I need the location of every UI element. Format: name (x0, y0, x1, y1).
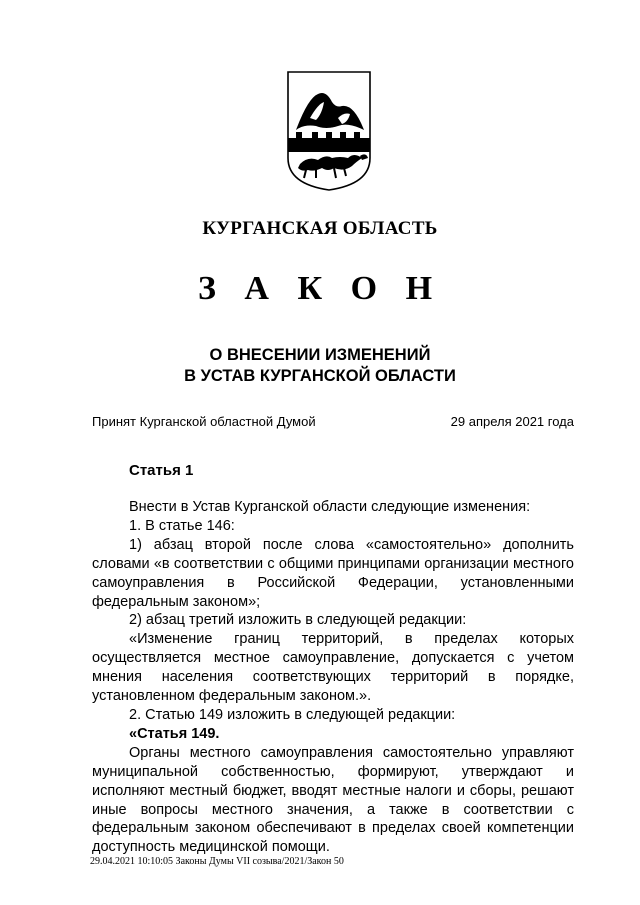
region-name: КУРГАНСКАЯ ОБЛАСТЬ (202, 218, 438, 239)
law-title-line-2: В УСТАВ КУРГАНСКОЙ ОБЛАСТИ (184, 367, 456, 385)
paragraph: 1) абзац второй после слова «самостоятельно» дополнить словами «в соответствии с общими принципами организации местного самоуправления в Российской Федерации, установленными федеральным законом»; (92, 536, 574, 610)
document-type: З А К О Н (197, 270, 443, 307)
adopted-by: Принят Курганской областной Думой (92, 414, 316, 429)
paragraph: 2) абзац третий изложить в следующей редакции: (129, 612, 467, 629)
paragraph: 2. Статью 149 изложить в следующей редакции: (129, 706, 456, 723)
article-body (92, 498, 574, 857)
law-title-line-1: О ВНЕСЕНИИ ИЗМЕНЕНИЙ (209, 346, 431, 364)
law-title (0, 345, 640, 387)
footer-stamp: 29.04.2021 10:10:05 Законы Думы VII созыва/2021/Закон 50 (90, 856, 344, 867)
paragraph: «Изменение границ территорий, в пределах которых осуществляется местное самоуправление, допускается с учетом мнения населения соответствующих территорий в порядке, установленном федеральным законом.». (92, 631, 574, 705)
paragraph: Органы местного самоуправления самостоятельно управляют муниципальной собственностью, формируют, утверждают и исполняют местный бюджет, вводят местные налоги и сборы, решают иные вопросы местного значения, а также в соответствии с федеральным законом обеспечивают в пределах своей компетенции доступность медицинской помощи. (92, 744, 574, 856)
article-heading: Статья 1 (129, 462, 194, 479)
paragraph: 1. В статье 146: (129, 517, 235, 534)
adopted-date: 29 апреля 2021 года (450, 414, 574, 429)
paragraph: Внести в Устав Курганской области следующие изменения: (129, 499, 531, 515)
paragraph: «Статья 149. (129, 725, 220, 742)
coat-of-arms-icon (282, 68, 376, 192)
